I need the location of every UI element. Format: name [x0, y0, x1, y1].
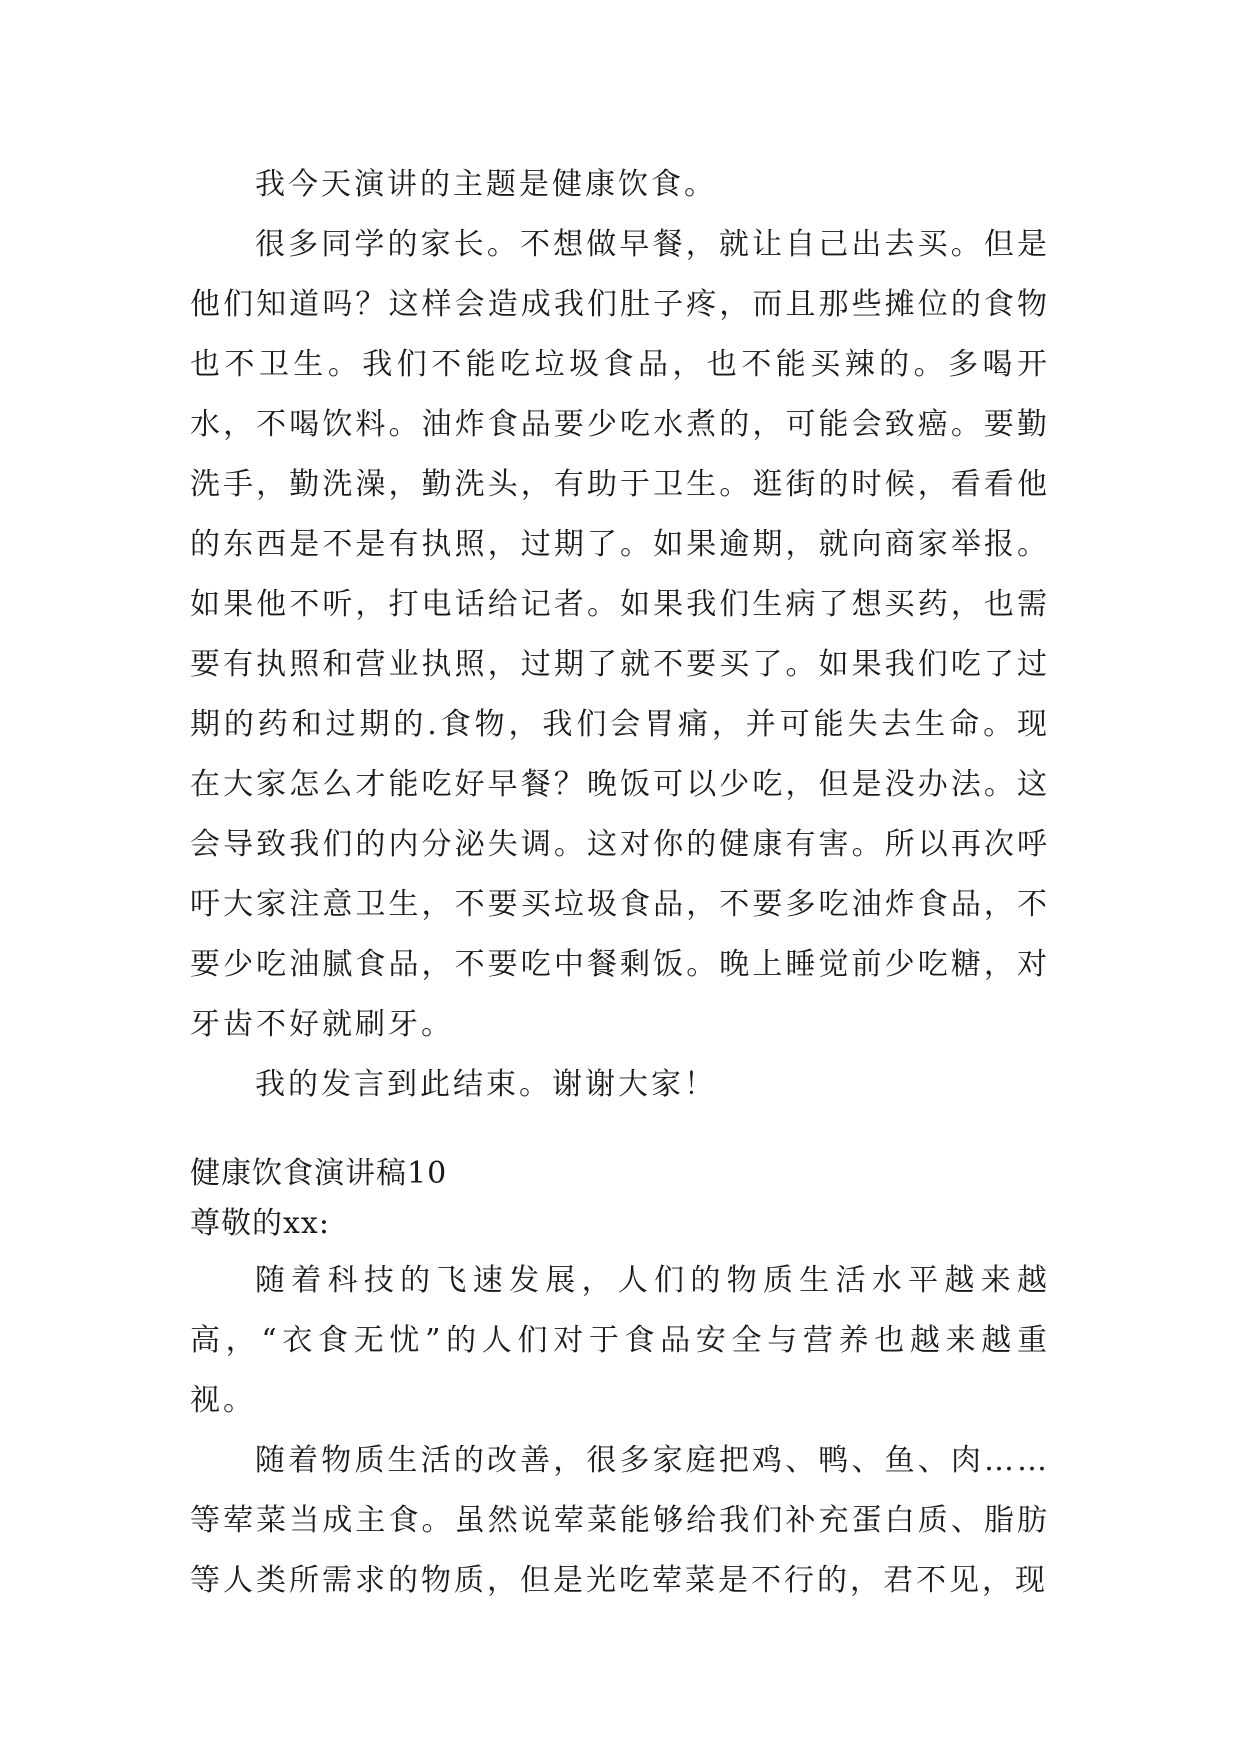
body-paragraph: 随着物质生活的改善，很多家庭把鸡、鸭、鱼、肉……等荤菜当成主食。虽然说荤菜能够给我们补充蛋白质、脂肪等人类所需求的物质，但是光吃荤菜是不行的，君不见，现 [190, 1443, 1050, 1598]
section-title: 健康饮食演讲稿10 [190, 1156, 448, 1191]
salutation: 尊敬的xx: [190, 1206, 330, 1241]
speech-section [190, 155, 1050, 1115]
body-paragraph: 随着科技的飞速发展，人们的物质生活水平越来越高，“衣食无忧”的人们对于食品安全与营养也越来越重视。 [190, 1263, 1050, 1418]
body-paragraph: 很多同学的家长。不想做早餐，就让自己出去买。但是他们知道吗？这样会造成我们肚子疼，而且那些摊位的食物也不卫生。我们不能吃垃圾食品，也不能买辣的。多喝开水，不喝饮料。油炸食品要少吃水煮的，可能会致癌。要勤洗手，勤洗澡，勤洗头，有助于卫生。逛街的时候，看看他的东西是不是有执照，过期了。如果逾期，就向商家举报。如果他不听，打电话给记者。如果我们生病了想买药，也需要有执照和营业执照，过期了就不要买了。如果我们吃了过期的药和过期的.食物，我们会胃痛，并可能失去生命。现在大家怎么才能吃好早餐？晚饭可以少吃，但是没办法。这会导致我们的内分泌失调。这对你的健康有害。所以再次呼吁大家注意卫生，不要买垃圾食品，不要多吃油炸食品，不要少吃油腻食品，不要吃中餐剩饭。晚上睡觉前少吃糖，对牙齿不好就刷牙。 [190, 227, 1050, 1042]
intro-paragraph: 我今天演讲的主题是健康饮食。 [255, 167, 717, 202]
closing-paragraph: 我的发言到此结束。谢谢大家！ [255, 1067, 717, 1102]
speech-10-section [190, 1151, 1050, 1611]
